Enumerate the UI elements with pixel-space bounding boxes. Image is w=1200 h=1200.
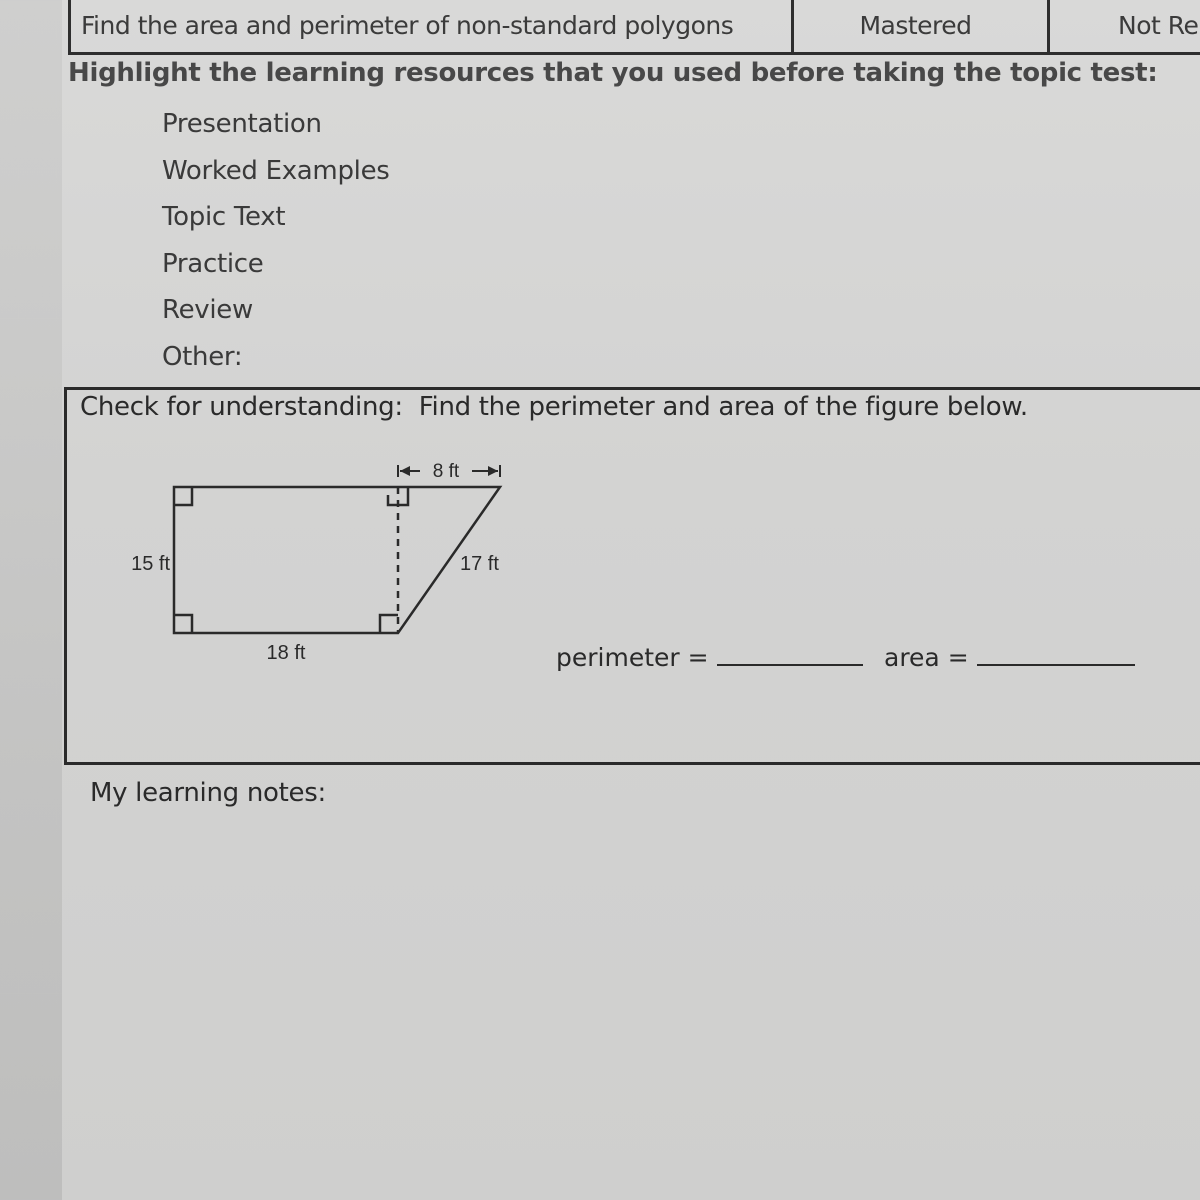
area-blank[interactable] [977,640,1135,666]
arrowhead-right-icon [488,466,498,476]
area-label: area = [884,643,969,672]
learning-notes-label: My learning notes: [90,778,326,808]
resource-item-practice: Practice [162,248,264,279]
resource-item-other: Other: [162,341,243,372]
resources-prompt: Highlight the learning resources that you used before taking the topic test: [68,58,1158,88]
perimeter-answer [556,640,863,672]
resource-item-topic-text: Topic Text [162,202,286,233]
check-title: Check for understanding: Find the perimeter and area of the figure below. [80,392,1028,422]
perimeter-blank[interactable] [717,640,863,666]
trapezoid-figure [110,455,530,665]
right-angle-top-left [174,487,192,505]
resource-item-presentation: Presentation [162,109,322,139]
right-angle-bottom-right [380,615,398,633]
resource-item-review: Review [162,295,253,326]
label-slant-17ft: 17 ft [460,553,499,575]
perimeter-label: perimeter = [556,643,709,672]
area-answer [884,640,1135,672]
trapezoid-outline [174,487,500,633]
label-top-8ft: 8 ft [432,461,460,482]
right-angle-bottom-left [174,615,192,633]
status-alt-cell: Not Re [1118,11,1199,40]
objective-cell: Find the area and perimeter of non-standard polygons [71,0,794,52]
status-cell: Mastered [784,0,1050,52]
label-bottom-18ft: 18 ft [266,642,306,664]
label-left-15ft: 15 ft [131,553,170,575]
arrowhead-left-icon [400,466,410,476]
objective-table-row [68,0,1200,55]
resources-list [162,106,390,386]
resource-item-worked-examples: Worked Examples [162,155,390,186]
